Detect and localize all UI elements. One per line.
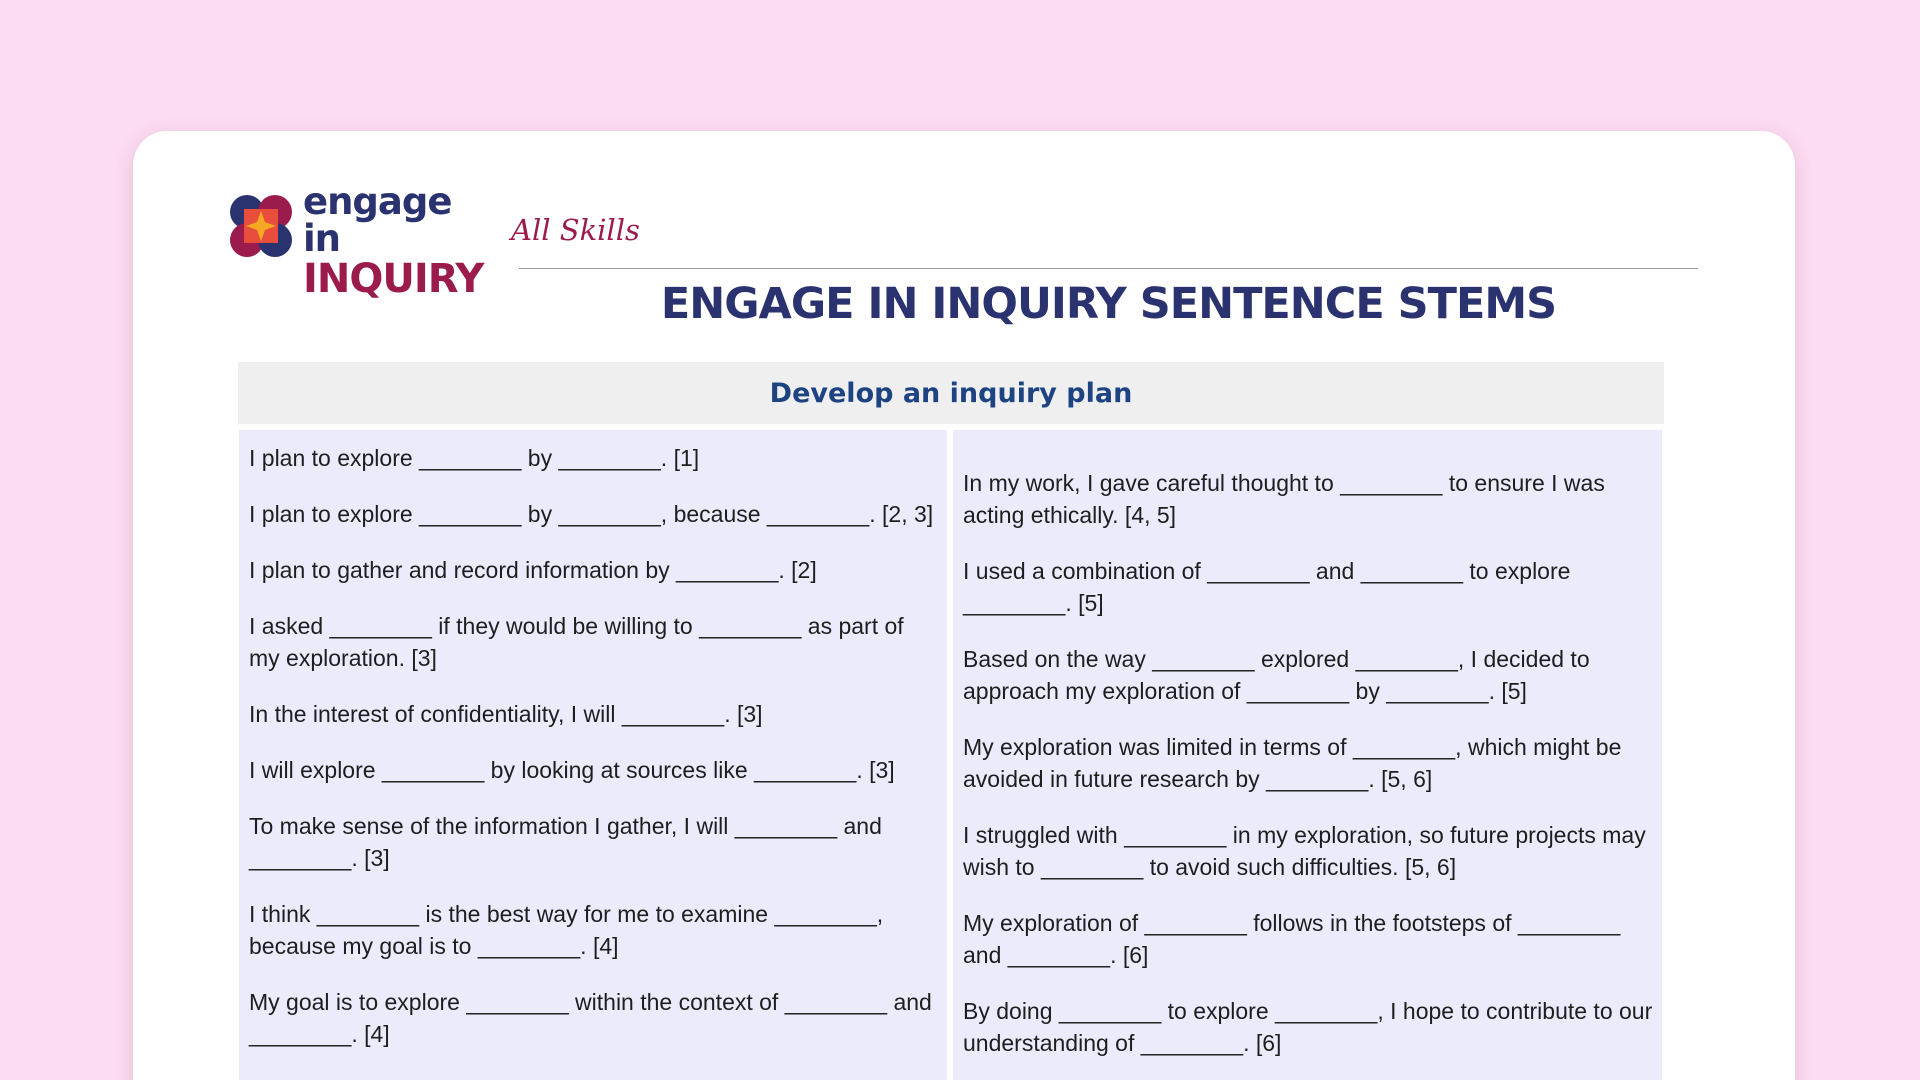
header-divider	[519, 268, 1698, 269]
logo-text-line1: engage in	[303, 180, 452, 260]
left-stems-column	[239, 430, 947, 1080]
sentence-stem: I think ________ is the best way for me to examine ________, because my goal is to ________. [4]	[249, 901, 884, 959]
sentence-stem: I plan to explore ________ by ________. [1]	[249, 445, 700, 471]
sentence-stem: I will explore ________ by looking at sources like ________. [3]	[249, 757, 895, 783]
logo-wordmark	[303, 180, 488, 302]
sentence-stem: By doing ________ to explore ________, I hope to contribute to our understanding of ________. [6]	[963, 998, 1653, 1056]
sentence-stem: My exploration was limited in terms of ________, which might be avoided in future research by ________. [5, 6]	[963, 734, 1622, 792]
sentence-stem: My goal is to explore ________ within the context of ________ and ________. [4]	[249, 989, 932, 1047]
sentence-stem: My exploration of ________ follows in the footsteps of ________ and ________. [6]	[963, 910, 1621, 968]
engage-in-inquiry-logo-icon	[228, 193, 294, 259]
section-header	[238, 362, 1664, 424]
engage-in-inquiry-logo	[228, 180, 488, 302]
skills-label: All Skills	[511, 213, 640, 247]
page-title: ENGAGE IN INQUIRY SENTENCE STEMS	[660, 279, 1557, 329]
sentence-stem: In my work, I gave careful thought to ________ to ensure I was acting ethically. [4, 5]	[963, 470, 1605, 528]
logo-text-line2: INQUIRY	[303, 256, 484, 302]
sentence-stem: In the interest of confidentiality, I will ________. [3]	[249, 701, 763, 727]
worksheet-card	[133, 131, 1795, 1080]
section-heading: Develop an inquiry plan	[769, 377, 1133, 409]
sentence-stem: To make sense of the information I gather, I will ________ and ________. [3]	[249, 813, 882, 871]
right-stems-column	[953, 430, 1662, 1080]
sentence-stem: I asked ________ if they would be willing to ________ as part of my exploration. [3]	[249, 613, 904, 671]
sentence-stem: I plan to gather and record information by ________. [2]	[249, 557, 817, 583]
sentence-stem: Based on the way ________ explored ________, I decided to approach my exploration of ________ by ________. [5]	[963, 646, 1590, 704]
sentence-stem: I used a combination of ________ and ________ to explore ________. [5]	[963, 558, 1571, 616]
sentence-stem: I struggled with ________ in my exploration, so future projects may wish to ________ to avoid such difficulties. [5, 6]	[963, 822, 1646, 880]
sentence-stem: I plan to explore ________ by ________, because ________. [2, 3]	[249, 501, 934, 527]
